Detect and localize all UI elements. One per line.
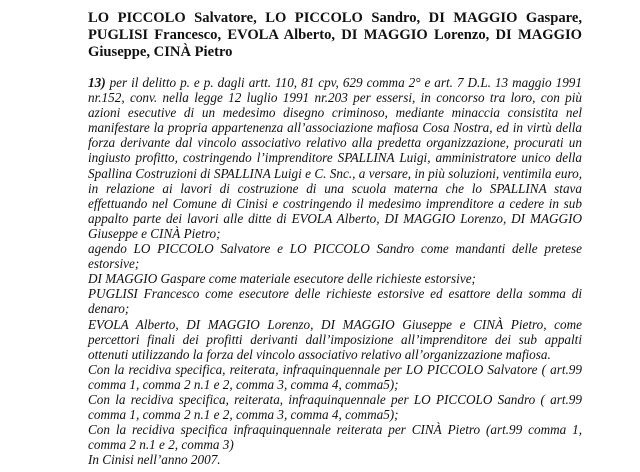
charge-body — [88, 75, 582, 467]
charge-text: per il delitto p. e p. dagli artt. 110, 81 cpv, 629 comma 2° e art. 7 D.L. 13 maggio 1991 nr.152, conv. nella legge 12 luglio 1991 nr.203 per essersi, in concorso tra loro, con più azioni esecutive di un medesimo disegno criminoso, mediante minaccia consistita nel manifestare la propria appartenenza all’associazione mafiosa Cosa Nostra, ed in virtù della forza derivante dal vincolo associativo relativo alla predetta organizzazione, procurati un ingiusto profitto, costringendo l’imprenditore SPALLINA Luigi, amministratore unico della Spallina Costruzioni di SPALLINA Luigi e C. Snc., a versare, in più soluzioni, ventimila euro, in relazione ai lavori di costruzione di una scuola materna che lo SPALLINA stava effettuando nel Comune di Cinisi e costringendo il medesimo imprenditore a cedere in sub appalto parte dei lavori alle ditte di EVOLA Alberto, DI MAGGIO Lorenzo, DI MAGGIO Giuseppe e CINÀ Pietro; — [88, 75, 582, 241]
role-instigators: agendo LO PICCOLO Salvatore e LO PICCOLO Sandro come mandanti delle pretese estorsive; — [88, 241, 582, 272]
charge-number: 13) — [88, 75, 106, 90]
role-executor: DI MAGGIO Gaspare come materiale esecutore delle richieste estorsive; — [88, 271, 476, 287]
place-and-date: In Cinisi nell’anno 2007. — [88, 452, 221, 468]
recidivism-lo-piccolo-sandro: Con la recidiva specifica, reiterata, infraquinquennale per LO PICCOLO Sandro ( art.99 comma 1, comma 2 n.1 e 2, comma 3, comma 4, comma5); — [88, 391, 582, 423]
recidivism-lo-piccolo-salvatore: Con la recidiva specifica, reiterata, infraquinquennale per LO PICCOLO Salvatore ( art.99 comma 1, comma 2 n.1 e 2, comma 3, comma 4, comma5); — [88, 361, 582, 392]
charge-paragraph-main — [88, 75, 582, 241]
role-collector: PUGLISI Francesco come esecutore delle richieste estorsive ed esattore della somma di denaro; — [88, 286, 582, 317]
defendants-header: LO PICCOLO Salvatore, LO PICCOLO Sandro, DI MAGGIO Gaspare, PUGLISI Francesco, EVOLA Alberto, DI MAGGIO Lorenzo, DI MAGGIO Giuseppe, CINÀ Pietro — [88, 10, 582, 60]
role-beneficiaries: EVOLA Alberto, DI MAGGIO Lorenzo, DI MAGGIO Giuseppe e CINÀ Pietro, come percettori finali dei profitti derivanti dall’imposizione all’imprenditore dei sub appalti ottenuti utilizzando la forza del vincolo associativo relativo all’organizzazione mafiosa. — [88, 316, 582, 362]
recidivism-cina-pietro: Con la recidiva specifica infraquinquennale reiterata per CINÀ Pietro (art.99 comma 1, comma 2 n.1 e 2, comma 3) — [88, 422, 582, 453]
